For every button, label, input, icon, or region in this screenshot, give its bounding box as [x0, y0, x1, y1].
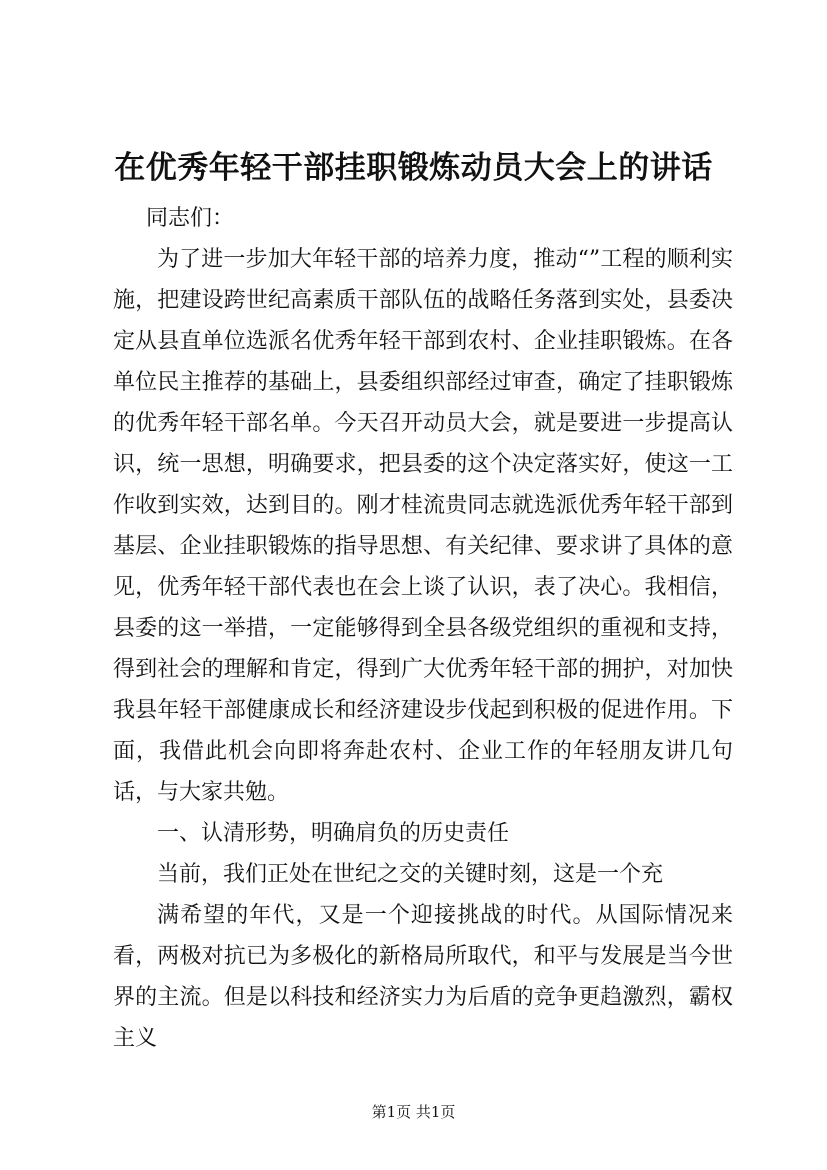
document-body — [113, 198, 733, 1059]
paragraph-intro: 为了进一步加大年轻干部的培养力度，推动“”工程的顺利实施，把建设跨世纪高素质干部队伍的战略任务落到实处，县委决定从县直单位选派名优秀年轻干部到农村、企业挂职锻炼。在各单位民主推荐的基础上，县委组织部经过审查，确定了挂职锻炼的优秀年轻干部名单。今天召开动员大会，就是要进一步提高认识，统一思想，明确要求，把县委的这个决定落实好，使这一工作收到实效，达到目的。刚才桂流贵同志就选派优秀年轻干部到基层、企业挂职锻炼的指导思想、有关纪律、要求讲了具体的意见，优秀年轻干部代表也在会上谈了认识，表了决心。我相信，县委的这一举措，一定能够得到全县各级党组织的重视和支持，得到社会的理解和肯定，得到广大优秀年轻干部的拥护，对加快我县年轻干部健康成长和经济建设步伐起到积极的促进作用。下面，我借此机会向即将奔赴农村、企业工作的年轻朋友讲几句话，与大家共勉。 — [113, 247, 733, 805]
section-heading: 一、认清形势，明确肩负的历史责任 — [157, 821, 510, 846]
page-number: 第1页 共1页 — [371, 1103, 456, 1121]
greeting: 同志们： — [146, 206, 235, 231]
document-title: 在优秀年轻干部挂职锻炼动员大会上的讲话 — [114, 150, 713, 186]
paragraph-situation-start: 当前，我们正处在世纪之交的关键时刻，这是一个充 — [157, 862, 664, 887]
paragraph-situation-continued: 满希望的年代，又是一个迎接挑战的时代。从国际情况来看，两极对抗已为多极化的新格局所取代，和平与发展是当今世界的主流。但是以科技和经济实力为后盾的竞争更趋激烈，霸权主义 — [113, 903, 733, 1051]
